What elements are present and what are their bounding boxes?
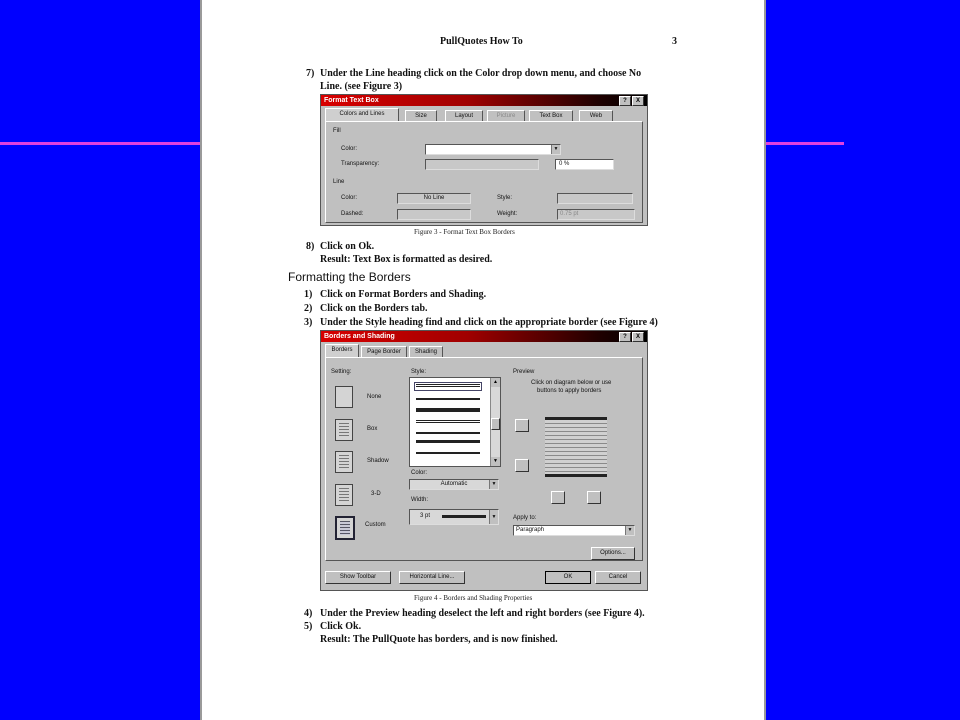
line-color-label: Color:: [341, 195, 358, 201]
section-heading: Formatting the Borders: [288, 270, 411, 284]
width-value: 3 pt: [420, 513, 431, 519]
tab-picture[interactable]: Picture: [487, 110, 525, 121]
width-sample-line: [442, 515, 486, 518]
setting-3d-icon[interactable]: [335, 484, 353, 506]
chevron-down-icon: ▼: [489, 480, 498, 489]
line-style-option[interactable]: [416, 452, 480, 454]
apply-to-dropdown[interactable]: [513, 525, 635, 536]
style-label: Style:: [497, 195, 513, 201]
format-text-box-dialog: [320, 94, 648, 226]
color-dropdown[interactable]: [409, 479, 499, 490]
top-border-button[interactable]: [515, 419, 529, 432]
tab-web[interactable]: Web: [579, 110, 613, 121]
borders-and-shading-dialog: [320, 330, 648, 591]
tab-colors-and-lines[interactable]: Colors and Lines: [325, 108, 399, 121]
weight-label: Weight:: [497, 211, 518, 217]
dialog-title: Format Text Box: [321, 95, 647, 106]
style-list-scrollbar[interactable]: [490, 378, 500, 466]
step-1-number: 1): [304, 289, 313, 300]
chevron-down-icon: ▼: [625, 526, 634, 535]
page-header-title: PullQuotes How To: [440, 36, 523, 47]
setting-none-label[interactable]: None: [367, 394, 382, 400]
tab-shading[interactable]: Shading: [409, 346, 443, 357]
transparency-slider[interactable]: [425, 159, 539, 170]
horizontal-line-button[interactable]: Horizontal Line...: [399, 571, 465, 584]
accent-line-left: [0, 142, 200, 145]
close-button[interactable]: X: [632, 332, 644, 342]
style-list[interactable]: [409, 377, 501, 467]
line-color-dropdown[interactable]: No Line: [397, 193, 471, 204]
close-button[interactable]: X: [632, 96, 644, 106]
show-toolbar-button[interactable]: Show Toolbar: [325, 571, 391, 584]
tab-text-box[interactable]: Text Box: [529, 110, 573, 121]
tab-size[interactable]: Size: [405, 110, 437, 121]
fill-color-dropdown[interactable]: [425, 144, 561, 155]
scroll-down-icon[interactable]: ▼: [491, 457, 500, 466]
setting-shadow-label[interactable]: Shadow: [367, 458, 389, 464]
figure-4-caption: Figure 4 - Borders and Shading Properties: [414, 594, 533, 602]
dialog-title: Borders and Shading: [321, 331, 647, 342]
setting-custom-icon[interactable]: [335, 516, 355, 540]
step-7-text-cont: Line. (see Figure 3): [320, 81, 403, 92]
apply-to-value: Paragraph: [516, 527, 545, 533]
tab-panel: [325, 121, 643, 223]
apply-to-label: Apply to:: [513, 515, 537, 521]
scroll-up-icon[interactable]: ▲: [491, 378, 500, 387]
line-style-option[interactable]: [416, 384, 480, 389]
step-8-text: Click on Ok.: [320, 241, 375, 252]
width-dropdown[interactable]: [409, 509, 499, 525]
setting-none-icon[interactable]: [335, 386, 353, 408]
cancel-button[interactable]: Cancel: [595, 571, 641, 584]
step-7-text: Under the Line heading click on the Color drop down menu, and choose No: [320, 68, 642, 79]
setting-3d-label[interactable]: 3-D: [371, 491, 381, 497]
step-7-number: 7): [306, 68, 315, 79]
tab-layout[interactable]: Layout: [445, 110, 483, 121]
line-group-label: Line: [333, 179, 345, 185]
tab-borders[interactable]: Borders: [325, 344, 359, 357]
chevron-down-icon: ▼: [551, 145, 560, 154]
fill-group-label: Fill: [333, 128, 341, 134]
scroll-thumb[interactable]: [491, 418, 500, 430]
line-style-option[interactable]: [416, 408, 480, 412]
step-5-result: Result: The PullQuote has borders, and is now finished.: [320, 634, 558, 645]
step-5-number: 5): [304, 621, 313, 632]
step-4-text: Under the Preview heading deselect the left and right borders (see Figure 4).: [320, 608, 645, 619]
color-value: Automatic: [440, 481, 468, 487]
weight-spinner[interactable]: 0.75 pt: [557, 209, 635, 220]
width-label: Width:: [411, 497, 429, 503]
help-button[interactable]: ?: [619, 332, 631, 342]
line-style-option[interactable]: [416, 398, 480, 400]
right-border-button[interactable]: [587, 491, 601, 504]
help-button[interactable]: ?: [619, 96, 631, 106]
step-3-text: Under the Style heading find and click on the appropriate border (see Figure 4): [320, 317, 658, 328]
setting-custom-label[interactable]: Custom: [365, 522, 386, 528]
tab-page-border[interactable]: Page Border: [361, 346, 407, 357]
preview-hint-line-1: Click on diagram below or use: [531, 380, 612, 386]
style-label: Style:: [411, 369, 427, 375]
fill-color-label: Color:: [341, 146, 358, 152]
preview-diagram[interactable]: [545, 417, 607, 477]
step-8-number: 8): [306, 241, 315, 252]
left-border-button[interactable]: [551, 491, 565, 504]
setting-label: Setting:: [331, 369, 352, 375]
transparency-label: Transparency:: [341, 161, 380, 167]
style-dropdown[interactable]: [557, 193, 633, 204]
transparency-value[interactable]: 0 %: [555, 159, 614, 170]
line-style-option[interactable]: [416, 420, 480, 425]
step-2-number: 2): [304, 303, 313, 314]
setting-box-icon[interactable]: [335, 419, 353, 441]
preview-label: Preview: [513, 369, 535, 375]
step-5-text: Click Ok.: [320, 621, 362, 632]
preview-hint-line-2: buttons to apply borders: [537, 388, 602, 394]
setting-shadow-icon[interactable]: [335, 451, 353, 473]
dashed-label: Dashed:: [341, 211, 364, 217]
accent-line-right: [764, 142, 844, 145]
line-style-option[interactable]: [416, 432, 480, 434]
bottom-border-button[interactable]: [515, 459, 529, 472]
setting-box-label[interactable]: Box: [367, 426, 378, 432]
step-4-number: 4): [304, 608, 313, 619]
page-number: 3: [672, 36, 677, 47]
document-page: [200, 0, 766, 720]
step-8-result: Result: Text Box is formatted as desired.: [320, 254, 493, 265]
step-2-text: Click on the Borders tab.: [320, 303, 428, 314]
figure-3-caption: Figure 3 - Format Text Box Borders: [414, 228, 515, 236]
options-button[interactable]: Options...: [591, 547, 635, 560]
step-1-text: Click on Format Borders and Shading.: [320, 289, 487, 300]
color-label: Color:: [411, 470, 428, 476]
dashed-dropdown[interactable]: [397, 209, 471, 220]
ok-button[interactable]: OK: [545, 571, 591, 584]
step-3-number: 3): [304, 317, 313, 328]
line-style-option[interactable]: [416, 440, 480, 443]
chevron-down-icon: ▼: [489, 510, 498, 524]
